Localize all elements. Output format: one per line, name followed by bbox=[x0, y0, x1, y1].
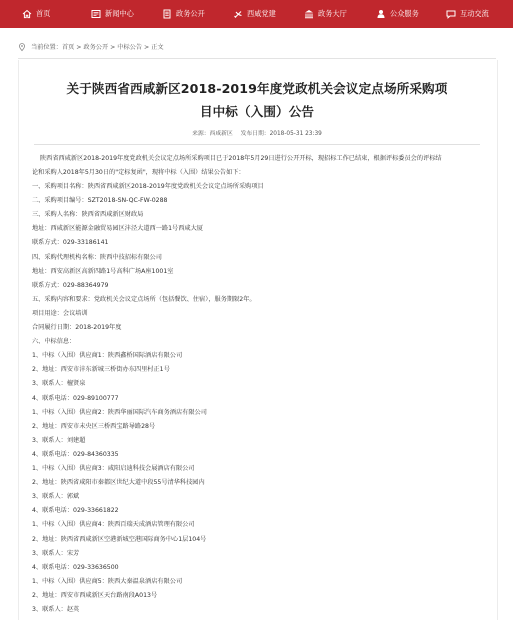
divider bbox=[34, 144, 480, 145]
intro-line: 论和采购人2018年5月30日的"定标复函"，现将中标（入围）结果公告如下： bbox=[32, 169, 245, 176]
article-line: 3、联系人：赵英 bbox=[32, 606, 80, 613]
article-line: 3、联系人：檀贤泉 bbox=[32, 380, 86, 388]
nav-item-home[interactable] bbox=[22, 0, 50, 28]
user-service-icon bbox=[376, 9, 386, 19]
document-icon bbox=[162, 9, 172, 19]
article-line: 联系方式：029-33186141 bbox=[32, 239, 109, 247]
breadcrumb-prefix: 当前位置： bbox=[31, 44, 62, 51]
article-line: 4、联系电话：029-33661822 bbox=[32, 507, 119, 515]
building-icon bbox=[304, 9, 314, 19]
nav-item-label: 西咸党建 bbox=[247, 9, 276, 18]
nav-item-interaction[interactable] bbox=[446, 0, 489, 28]
article-line: 项目用途：会议培训 bbox=[32, 309, 88, 317]
article-line: 3、联系人：刘建超 bbox=[32, 436, 86, 444]
nav-item-service-hall[interactable] bbox=[304, 0, 347, 28]
article-line: 联系方式：029-88364979 bbox=[32, 281, 109, 289]
article-line: 2、地址：西安市未央区三桥西宝路导路28号 bbox=[32, 422, 156, 430]
nav-item-gov-affairs[interactable] bbox=[162, 0, 205, 28]
article-line: 地址：西咸新区能源金融贸易园区沣泾大道西一路1号西咸大厦 bbox=[32, 225, 203, 233]
article-title-line2: 目中标（入围）公告 bbox=[199, 104, 315, 119]
article-line: 2、地址：西安市西咸新区天台路南段A013号 bbox=[32, 591, 158, 599]
article-line: 1、中标（入围）供应商5：陕西大秦温泉酒店有限公司 bbox=[32, 577, 183, 585]
nav-item-label: 互动交流 bbox=[460, 9, 489, 18]
article-line: 五、采购内容和要求：党政机关会议定点场所（包括餐饮、住宿），服务期限2年。 bbox=[32, 295, 256, 303]
article-line: 2、地址：陕西省西咸新区空港新城空港国际商务中心1层104号 bbox=[32, 535, 207, 543]
location-pin-icon bbox=[18, 43, 26, 51]
nav-item-label: 公众服务 bbox=[390, 9, 419, 18]
article-line: 一、采购项目名称：陕西省西咸新区2018-2019年度党政机关会议定点场所采购项目 bbox=[32, 183, 264, 190]
article-line: 三、采购人名称：陕西省西咸新区财政局 bbox=[32, 211, 144, 219]
article-line: 地址：西安高新区高新四路1号高科广场A座1001室 bbox=[32, 267, 174, 275]
article-line: 1、中标（入围）供应商3：咸阳启迪科技会展酒店有限公司 bbox=[32, 465, 195, 472]
divider bbox=[18, 58, 496, 59]
nav-item-label: 新闻中心 bbox=[105, 9, 134, 18]
article-line: 1、中标（入围）供应商2：陕西华丽国际汽车商务酒店有限公司 bbox=[32, 408, 207, 416]
article-line: 1、中标（入围）供应商4：陕西百瑞天成酒店管理有限公司 bbox=[32, 521, 195, 529]
article-meta bbox=[18, 128, 496, 137]
article-line: 4、联系电话：029-89100777 bbox=[32, 394, 119, 402]
article-source: 来源：西咸新区 bbox=[192, 131, 233, 137]
nav-item-public-service[interactable] bbox=[376, 0, 419, 28]
nav-item-label: 首页 bbox=[36, 9, 51, 18]
article-line: 4、联系电话：029-33636500 bbox=[32, 563, 119, 571]
article-line: 2、地址：西安市沣东新城三桥街办东四里村正1号 bbox=[32, 366, 170, 374]
news-icon bbox=[91, 9, 101, 19]
article-line: 1、中标（入围）供应商1：陕西鑫桥国际酒店有限公司 bbox=[32, 352, 183, 360]
nav-item-label: 政务大厅 bbox=[318, 9, 347, 18]
article-line: 4、联系电话：029-84360335 bbox=[32, 450, 119, 458]
article-line: 3、联系人：郭斌 bbox=[32, 493, 80, 501]
article-line: 六、中标信息： bbox=[32, 338, 76, 346]
nav-item-party[interactable] bbox=[233, 0, 276, 28]
chat-icon bbox=[446, 9, 456, 19]
nav-item-label: 政务公开 bbox=[176, 9, 205, 18]
article-date: 发布日期：2018-05-31 23:39 bbox=[240, 131, 322, 137]
article-line: 四、采购代理机构名称：陕西中技招标有限公司 bbox=[32, 253, 162, 261]
breadcrumb bbox=[18, 42, 164, 51]
article-line: 2、地址：陕西省咸阳市秦都区世纪大道中段55号清华科技园内 bbox=[32, 479, 205, 487]
party-emblem-icon bbox=[233, 9, 243, 19]
home-icon bbox=[22, 9, 32, 19]
top-nav bbox=[0, 0, 513, 28]
nav-item-news[interactable] bbox=[91, 0, 134, 28]
intro-line: 陕西省西咸新区2018-2019年度党政机关会议定点场所采购项目已于2018年5月29日进行公开开标，现招标工作已结束，根据评标委员会的评标结 bbox=[40, 155, 442, 162]
breadcrumb-path[interactable]: 首页 > 政务公开 > 中标公告 > 正文 bbox=[61, 44, 164, 51]
article-title-line1: 关于陕西省西咸新区2018-2019年度党政机关会议定点场所采购项 bbox=[66, 81, 448, 96]
article-line: 二、采购项目编号：SZT2018-SN-QC-FW-0288 bbox=[32, 197, 168, 205]
article-line: 3、联系人：宋芳 bbox=[32, 549, 80, 557]
article-line: 合同履行日期：2018-2019年度 bbox=[32, 324, 122, 331]
